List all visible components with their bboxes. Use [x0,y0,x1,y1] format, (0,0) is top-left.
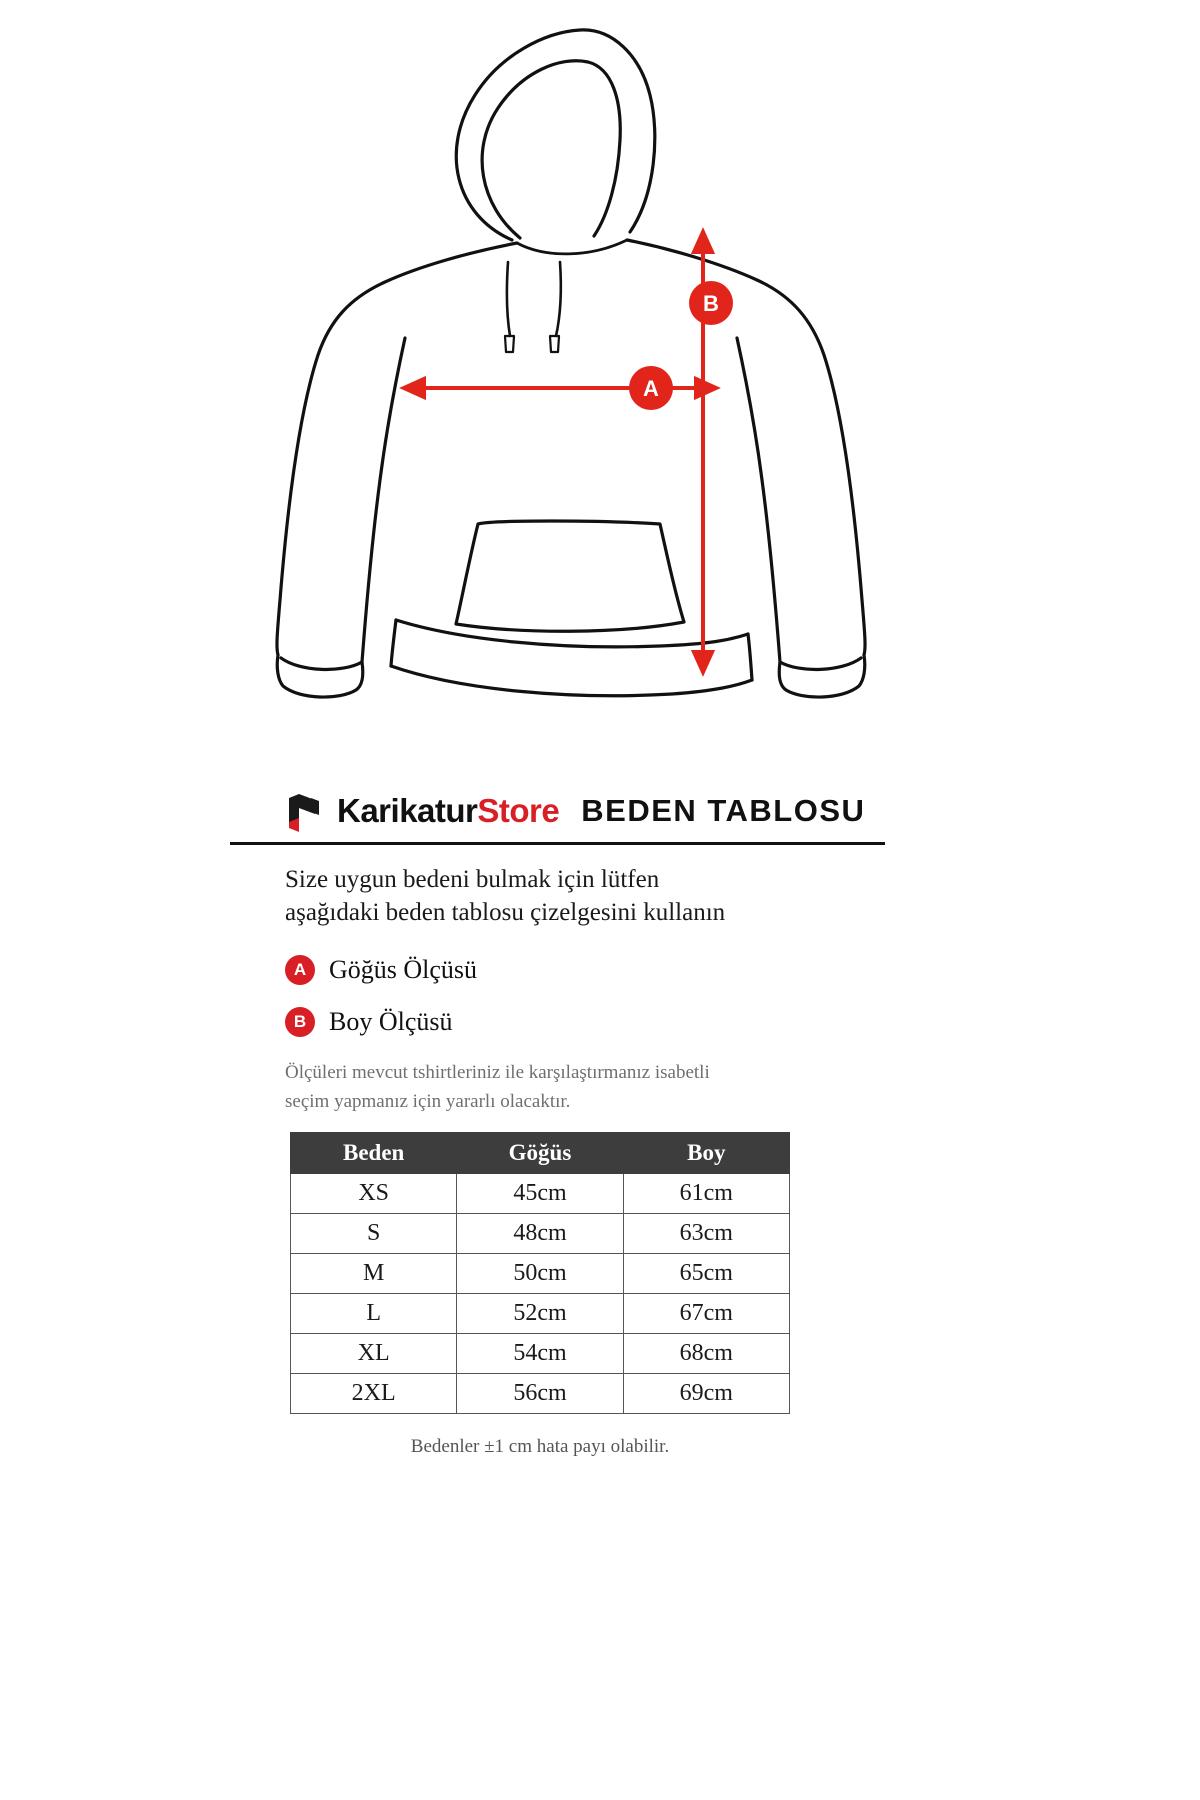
table-row [291,1254,790,1294]
brand-name-part2: Store [477,792,560,829]
brand-header [230,790,885,845]
table-row [291,1294,790,1334]
badge-b-icon: B [285,1007,315,1037]
legend [285,955,925,1037]
cell-chest: 54cm [457,1334,623,1374]
note-line-1: Ölçüleri mevcut tshirtleriniz ile karşılaştırmanız isabetli [285,1062,710,1083]
page-title: BEDEN TABLOSU [581,793,866,828]
legend-item-a [285,955,925,985]
svg-text:A: A [643,376,659,401]
size-table [290,1132,790,1414]
cell-chest: 56cm [457,1374,623,1414]
table-row [291,1214,790,1254]
cell-length: 61cm [623,1174,789,1214]
legend-label-a: Göğüs Ölçüsü [329,955,478,984]
table-row [291,1374,790,1414]
table-header-row [291,1133,790,1174]
cell-length: 67cm [623,1294,789,1334]
note-line-2: seçim yapmanız için yararlı olacaktır. [285,1090,571,1112]
cell-size: M [291,1254,457,1294]
flag-logo-icon [285,792,327,834]
cell-chest: 52cm [457,1294,623,1334]
footnote: Bedenler ±1 cm hata payı olabilir. [410,1436,670,1457]
cell-chest: 50cm [457,1254,623,1294]
cell-length: 68cm [623,1334,789,1374]
hoodie-diagram [0,0,1200,760]
cell-chest: 45cm [457,1174,623,1214]
cell-length: 69cm [623,1374,789,1414]
intro-text [285,863,925,929]
legend-item-b [285,1007,925,1037]
intro-line-1: Size uygun bedeni bulmak için lütfen [285,866,660,893]
cell-size: XS [291,1174,457,1214]
legend-label-b: Boy Ölçüsü [329,1007,453,1036]
cell-size: L [291,1294,457,1334]
intro-line-2: aşağıdaki beden tablosu çizelgesini kullanın [285,899,726,926]
brand-name [337,792,559,830]
comparison-note [285,1059,885,1116]
cell-chest: 48cm [457,1214,623,1254]
table-row [291,1174,790,1214]
table-row [291,1334,790,1374]
table-header-size: Beden [291,1133,457,1174]
brand-name-part1: Karikatur [337,792,478,829]
cell-length: 65cm [623,1254,789,1294]
marker-b-circle [689,281,733,325]
cell-size: S [291,1214,457,1254]
table-header-chest: Göğüs [457,1133,623,1174]
content-panel [285,790,925,1458]
table-header-length: Boy [623,1133,789,1174]
cell-size: XL [291,1334,457,1374]
badge-a-icon: A [285,955,315,985]
svg-text:B: B [703,291,719,316]
cell-length: 63cm [623,1214,789,1254]
marker-a-circle [629,366,673,410]
cell-size: 2XL [291,1374,457,1414]
